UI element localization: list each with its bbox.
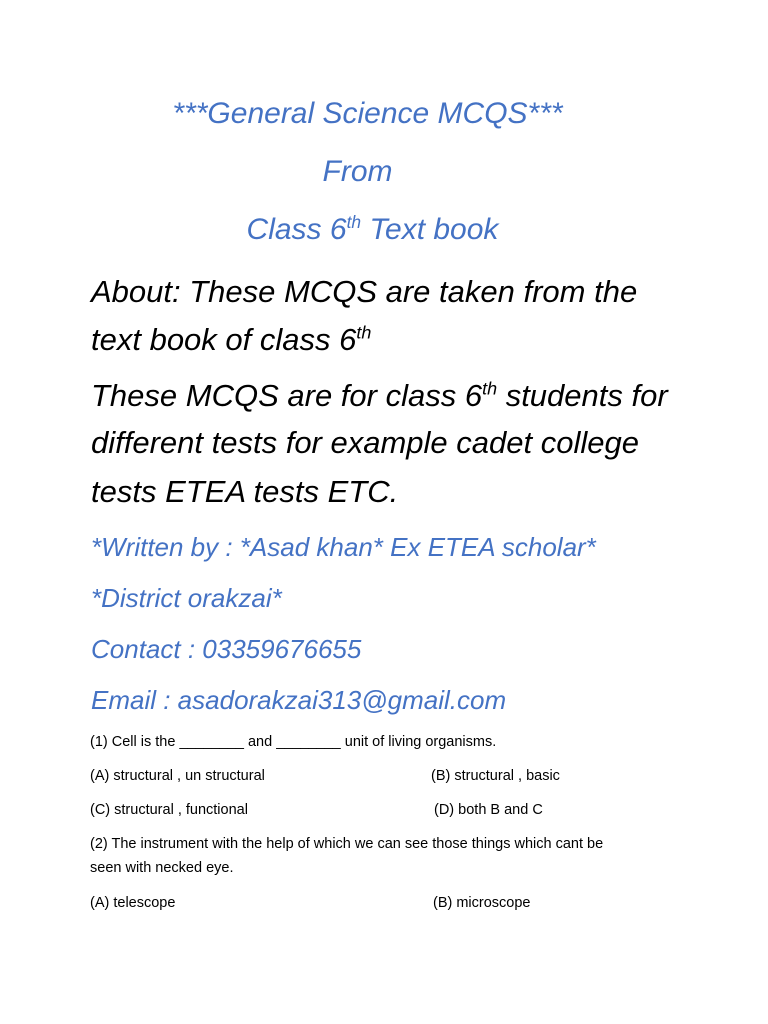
purpose-line-1-a: These MCQS are for class 6: [91, 378, 483, 413]
subtitle-class: [0, 213, 745, 247]
question-1: (1) Cell is the ________ and ________ unit of living organisms.: [90, 734, 497, 750]
purpose-line-2: different tests for example cadet college: [91, 425, 639, 460]
document-title: ***General Science MCQS***: [172, 97, 563, 130]
question-1-option-c: (C) structural , functional: [90, 802, 248, 818]
question-2-option-a: (A) telescope: [90, 895, 176, 911]
purpose-line-1-b: students for: [497, 378, 668, 413]
about-line-2-superscript: th: [356, 322, 372, 343]
author-contact: Contact : 03359676655: [91, 634, 362, 664]
question-1-option-b: (B) structural , basic: [431, 768, 560, 784]
author-email: Email : asadorakzai313@gmail.com: [91, 685, 507, 715]
class-suffix: Text book: [361, 213, 499, 246]
subtitle-from: From: [322, 155, 393, 188]
author-district: *District orakzai*: [91, 583, 282, 613]
question-2-option-b: (B) microscope: [433, 895, 531, 911]
class-text: Class 6: [246, 213, 347, 246]
about-line-2: [91, 322, 371, 358]
purpose-line-1-superscript: th: [482, 378, 498, 399]
class-superscript: th: [346, 212, 362, 232]
about-line-1: About: These MCQS are taken from the: [91, 274, 638, 309]
question-2-line-1: (2) The instrument with the help of which we can see those things which cant be: [90, 836, 604, 852]
purpose-line-1: [91, 378, 668, 414]
question-2-line-2: seen with necked eye.: [90, 860, 234, 876]
question-1-option-d: (D) both B and C: [434, 802, 543, 818]
question-1-option-a: (A) structural , un structural: [90, 768, 265, 784]
purpose-line-3: tests ETEA tests ETC.: [91, 474, 399, 509]
about-line-2-text: text book of class 6: [91, 322, 357, 357]
author-written-by: *Written by : *Asad khan* Ex ETEA scholar*: [91, 532, 596, 562]
